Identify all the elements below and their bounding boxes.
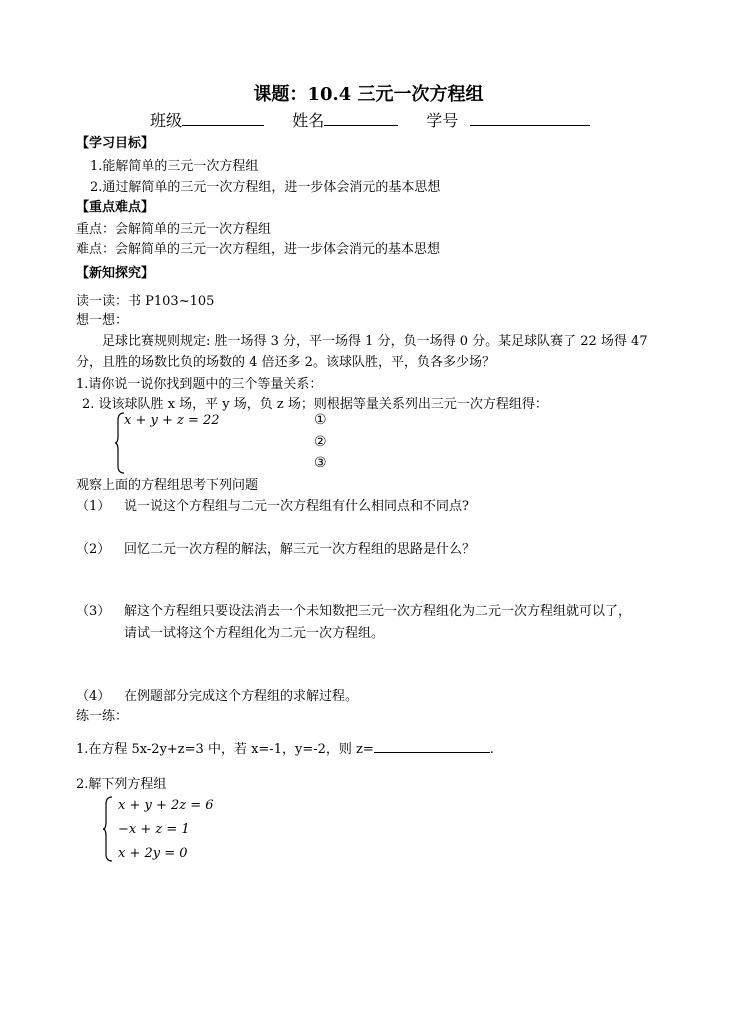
discussion-1-text: 说一说这个方程组与二元一次方程组有什么相同点和不同点?: [124, 499, 469, 514]
id-blank[interactable]: [470, 110, 590, 126]
discussion-2-text: 回忆二元一次方程的解法，解三元一次方程组的思路是什么？: [124, 542, 476, 557]
marker-1: ①: [314, 412, 327, 428]
marker-2: ②: [314, 434, 327, 450]
name-label: 姓名: [292, 111, 325, 130]
marker-3: ③: [314, 455, 327, 471]
explore-heading: 【新知探究】: [76, 266, 155, 281]
goals-heading: 【学习目标】: [76, 136, 155, 151]
read-instruction: 读一读：书 P103~105: [76, 294, 215, 309]
practice-1-answer-blank[interactable]: [374, 740, 490, 753]
system-eq-1: x + y + 2z = 6: [118, 798, 214, 813]
question-2: 2. 设该球队胜 x 场，平 y 场，负 z 场；则根据等量关系列出三元一次方程组得：: [82, 397, 548, 412]
key-point: 重点：会解简单的三元一次方程组: [76, 222, 272, 237]
system-brace-2: [102, 796, 114, 862]
think-label: 想一想：: [76, 313, 129, 328]
practice-2: 2.解下列方程组: [76, 777, 167, 792]
practice-1: [76, 738, 494, 757]
observe-text: 观察上面的方程组思考下列问题: [76, 478, 259, 493]
difficulty-heading: 【重点难点】: [76, 200, 155, 215]
discussion-3-text: 解这个方程组只要设法消去一个未知数把三元一次方程组化为二元一次方程组就可以了，: [124, 604, 632, 619]
page-title: 课题：10.4 三元一次方程组: [253, 84, 484, 105]
problem-line-2: 分，且胜的场数比负的场数的 4 倍还多 2。该球队胜，平，负各多少场？: [76, 355, 495, 370]
practice-1-period: .: [489, 742, 494, 757]
equation-1: x + y + z = 22: [124, 413, 220, 428]
practice-1-prompt: 1.在方程 5x-2y+z=3 中，若 x=-1，y=-2，则 z=: [76, 742, 374, 757]
goal-item-2: 2.通过解简单的三元一次方程组，进一步体会消元的基本思想: [90, 180, 441, 195]
system-eq-3: x + 2y = 0: [118, 846, 188, 861]
name-blank[interactable]: [324, 110, 398, 126]
id-label: 学号: [426, 111, 459, 130]
discussion-3-text-cont: 请试一试将这个方程组化为二元一次方程组。: [124, 626, 385, 641]
student-info-fields: [150, 108, 590, 131]
discussion-2-num: （2）: [76, 542, 111, 557]
system-eq-2: −x + z = 1: [118, 822, 190, 837]
class-label: 班级: [150, 111, 183, 130]
class-blank[interactable]: [182, 110, 264, 126]
question-1: 1.请你说一说你找到题中的三个等量关系：: [76, 377, 323, 392]
hard-point: 难点：会解简单的三元一次方程组，进一步体会消元的基本思想: [76, 242, 441, 257]
goal-item-1: 1.能解简单的三元一次方程组: [90, 159, 259, 174]
discussion-3-num: （3）: [76, 604, 111, 619]
discussion-4-num: （4）: [76, 689, 111, 704]
discussion-4-text: 在例题部分完成这个方程组的求解过程。: [124, 689, 359, 704]
discussion-1-num: （1）: [76, 499, 111, 514]
problem-line-1: 足球比赛规则规定: 胜一场得 3 分，平一场得 1 分，负一场得 0 分。某足球队赛了 22 场得 47: [102, 334, 648, 349]
practice-heading: 练一练：: [76, 709, 129, 724]
